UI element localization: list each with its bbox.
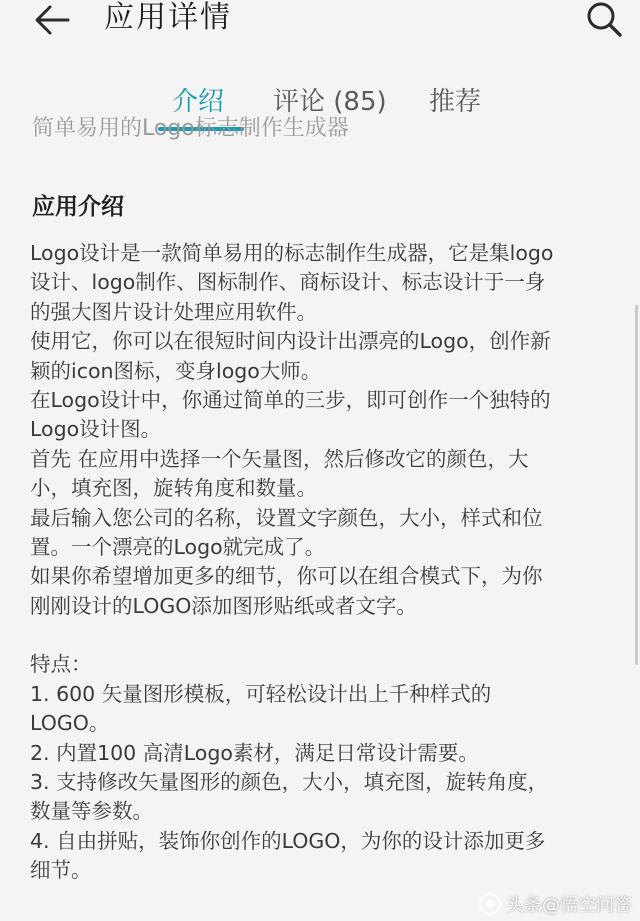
page-title: 应用详情 — [104, 0, 232, 35]
description-line — [30, 621, 626, 650]
description-line: 4. 自由拼贴，装饰你创作的LOGO，为你的设计添加更多 — [30, 828, 546, 853]
search-icon — [585, 1, 623, 39]
description-line: 在Logo设计中，你通过简单的三步，即可创作一个独特的 — [30, 387, 551, 412]
arrow-left-icon — [32, 2, 72, 38]
description-line: LOGO。 — [30, 711, 110, 736]
watermark — [478, 891, 632, 917]
description-line: 小，填充图，旋转角度和数量。 — [30, 476, 317, 501]
search-button[interactable] — [582, 0, 626, 40]
description-line: 的强大图片设计处理应用软件。 — [30, 299, 317, 324]
section-title: 应用介绍 — [32, 194, 124, 220]
scrollbar[interactable] — [635, 305, 638, 665]
tab-comments[interactable]: 评论 (85) — [273, 87, 387, 117]
description-line: 最后输入您公司的名称，设置文字颜色，大小，样式和位 — [30, 505, 543, 530]
description-line: 使用它，你可以在很短时间内设计出漂亮的Logo，创作新 — [30, 329, 551, 354]
description-line: Logo设计图。 — [30, 417, 162, 442]
description-line: 置。一个漂亮的Logo就完成了。 — [30, 534, 326, 559]
description-line: 1. 600 矢量图形模板，可轻松设计出上千种样式的 — [30, 681, 492, 706]
description-line: 3. 支持修改矢量图形的颜色，大小，填充图，旋转角度， — [30, 770, 549, 795]
description-line: 2. 内置100 高清Logo素材，满足日常设计需要。 — [30, 740, 479, 765]
tab-intro[interactable]: 介绍 — [172, 87, 225, 117]
description-line: 首先 在应用中选择一个矢量图，然后修改它的颜色，大 — [30, 446, 529, 471]
description-line: 刚刚设计的LOGO添加图形贴纸或者文字。 — [30, 593, 417, 618]
description-line: 颖的icon图标，变身logo大师。 — [30, 358, 322, 383]
description-line: 如果你希望增加更多的细节，你可以在组合模式下，为你 — [30, 564, 543, 589]
description-line: 特点： — [30, 652, 92, 677]
app-header — [0, 0, 640, 56]
intro-content[interactable] — [0, 116, 640, 921]
wukong-logo-icon — [478, 892, 502, 916]
description-line: 数量等参数。 — [30, 799, 153, 824]
watermark-text: 头条@悟空问答 — [506, 895, 632, 916]
tab-recommend[interactable]: 推荐 — [429, 87, 482, 117]
app-tagline: 简单易用的Logo标志制作生成器 — [32, 116, 349, 141]
app-description — [30, 239, 626, 886]
description-line: 细节。 — [30, 858, 92, 883]
description-line: Logo设计是一款简单易用的标志制作生成器，它是集logo — [30, 241, 554, 265]
description-line: 设计、logo制作、图标制作、商标设计、标志设计于一身 — [30, 270, 546, 295]
back-button[interactable] — [28, 0, 76, 40]
